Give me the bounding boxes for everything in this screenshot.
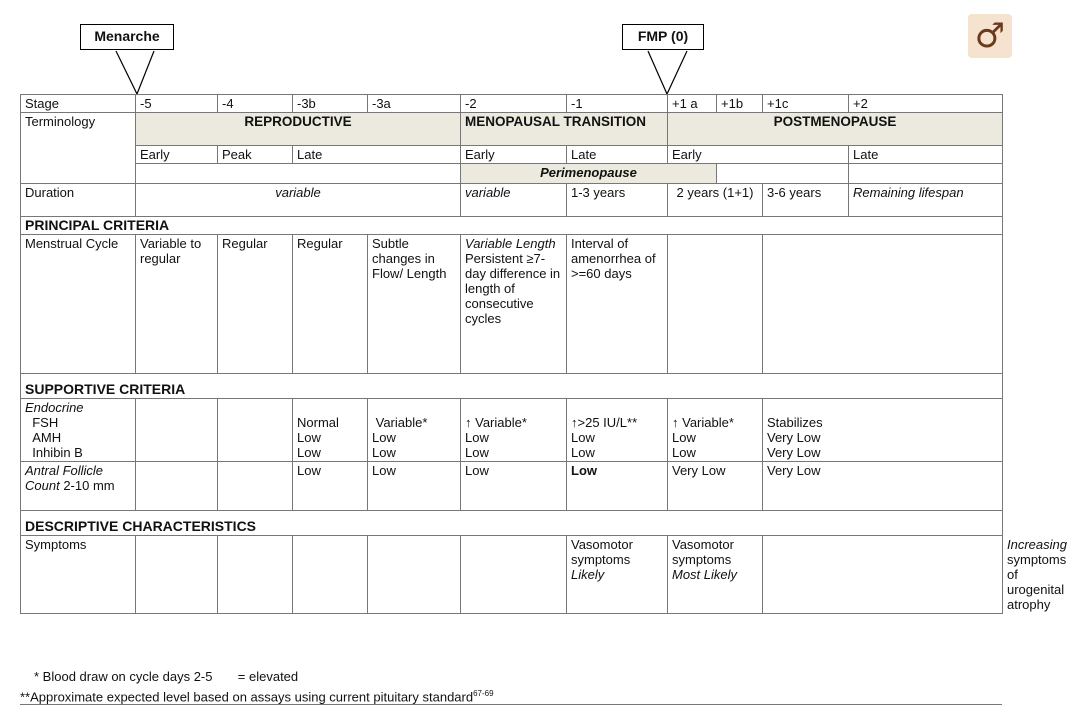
- up-arrow-icon: ↑: [465, 415, 472, 430]
- transition-header: MENOPAUSAL TRANSITION: [461, 113, 668, 146]
- up-arrow-icon: ↑: [672, 415, 679, 430]
- stage-cell: -5: [136, 95, 218, 113]
- menstrual-s1: Interval of amenorrhea of >=60 days: [567, 235, 668, 374]
- endocrine-s3b: Normal Low Low: [293, 399, 368, 462]
- menstrual-s3b: Regular: [293, 235, 368, 374]
- duration-early-post: 2 years (1+1): [668, 184, 763, 217]
- endocrine-p1c: Stabilizes Very Low Very Low: [763, 399, 1003, 462]
- duration-label: Duration: [21, 184, 136, 217]
- principal-criteria-heading: PRINCIPAL CRITERIA: [21, 217, 1003, 235]
- menstrual-s2: Variable Length Persistent ≥7- day difference in length of consecutive cycles: [461, 235, 567, 374]
- stage-cell: -3a: [368, 95, 461, 113]
- phase-late-transition: Late: [567, 146, 668, 164]
- postmenopause-header: POSTMENOPAUSE: [668, 113, 1003, 146]
- stage-label: Stage: [21, 95, 136, 113]
- principal-section-row: [21, 217, 1003, 235]
- duration-1c: 3-6 years: [763, 184, 849, 217]
- perimenopause-band: Perimenopause: [461, 164, 717, 184]
- endocrine-s3a: Variable* Low Low: [368, 399, 461, 462]
- phase-early-post: Early: [668, 146, 849, 164]
- menstrual-s4: Regular: [218, 235, 293, 374]
- symptoms-s1: Vasomotor symptoms Likely: [567, 536, 668, 614]
- stage-cell: +1c: [763, 95, 849, 113]
- duration-reproductive: variable: [136, 184, 461, 217]
- endocrine-p1: ↑ Variable* Low Low: [668, 399, 763, 462]
- afc-s3a: Low: [368, 462, 461, 511]
- stage-cell: +2: [849, 95, 1003, 113]
- menarche-pointer: [116, 51, 154, 94]
- afc-row: [21, 462, 1003, 511]
- afc-p1: Very Low: [668, 462, 763, 511]
- menstrual-s5: Variable to regular: [136, 235, 218, 374]
- up-arrow-icon: ↑: [571, 415, 578, 430]
- phase-early: Early: [136, 146, 218, 164]
- afc-label: Antral Follicle Count 2-10 mm: [21, 462, 136, 511]
- phase-row: [21, 146, 1003, 164]
- descriptive-heading: DESCRIPTIVE CHARACTERISTICS: [21, 511, 1003, 536]
- stage-cell: -4: [218, 95, 293, 113]
- symptoms-p1: Vasomotor symptoms Most Likely: [668, 536, 763, 614]
- endocrine-row: [21, 399, 1003, 462]
- stage-cell: -2: [461, 95, 567, 113]
- duration-early-transition: variable: [461, 184, 567, 217]
- afc-s3b: Low: [293, 462, 368, 511]
- duration-late-post: Remaining lifespan: [849, 184, 1003, 217]
- afc-s1: Low: [567, 462, 668, 511]
- menstrual-s3a: Subtle changes in Flow/ Length: [368, 235, 461, 374]
- endocrine-label: Endocrine FSH AMH Inhibin B: [21, 399, 136, 462]
- duration-row: [21, 184, 1003, 217]
- footnote-2: **Approximate expected level based on assays using current pituitary standard$^{67-69}$: [20, 689, 494, 705]
- callout-pointers: [0, 0, 1020, 100]
- menarche-callout: Menarche: [80, 24, 174, 50]
- symptoms-row: Symptoms Vasomotor symptoms Likely Vasomotor symptoms Most Likely Increasing symptoms of urogenital atrophy: [21, 536, 1003, 614]
- footer-rule: [20, 704, 1002, 705]
- descriptive-section-row: [21, 511, 1003, 536]
- phase-late-post: Late: [849, 146, 1003, 164]
- afc-p1c: Very Low: [763, 462, 1003, 511]
- menstrual-row: [21, 235, 1003, 374]
- terminology-row: [21, 113, 1003, 146]
- stage-cell: +1b: [717, 95, 763, 113]
- footnotes: [20, 668, 494, 705]
- duration-late-transition: 1-3 years: [567, 184, 668, 217]
- footnote-1: * Blood draw on cycle days 2-5 = elevated: [34, 669, 299, 684]
- stage-cell: -1: [567, 95, 668, 113]
- male-symbol-icon[interactable]: ♂: [968, 14, 1012, 58]
- phase-late: Late: [293, 146, 461, 164]
- symptoms-label: Symptoms: [21, 536, 136, 614]
- endocrine-s2: ↑ Variable* Low Low: [461, 399, 567, 462]
- endocrine-s1: ↑>25 IU/L** Low Low: [567, 399, 668, 462]
- fmp-callout: FMP (0): [622, 24, 704, 50]
- phase-peak: Peak: [218, 146, 293, 164]
- supportive-criteria-heading: SUPPORTIVE CRITERIA: [21, 374, 1003, 399]
- stage-cell: +1 a: [668, 95, 717, 113]
- menstrual-label: Menstrual Cycle: [21, 235, 136, 374]
- phase-early-transition: Early: [461, 146, 567, 164]
- staging-table: [20, 94, 1067, 614]
- fmp-pointer: [648, 51, 687, 94]
- reproductive-header: REPRODUCTIVE: [136, 113, 461, 146]
- perimenopause-row: [21, 164, 1003, 184]
- stage-row: [21, 95, 1003, 113]
- terminology-label: Terminology: [21, 113, 136, 184]
- afc-s2: Low: [461, 462, 567, 511]
- stage-cell: -3b: [293, 95, 368, 113]
- supportive-section-row: [21, 374, 1003, 399]
